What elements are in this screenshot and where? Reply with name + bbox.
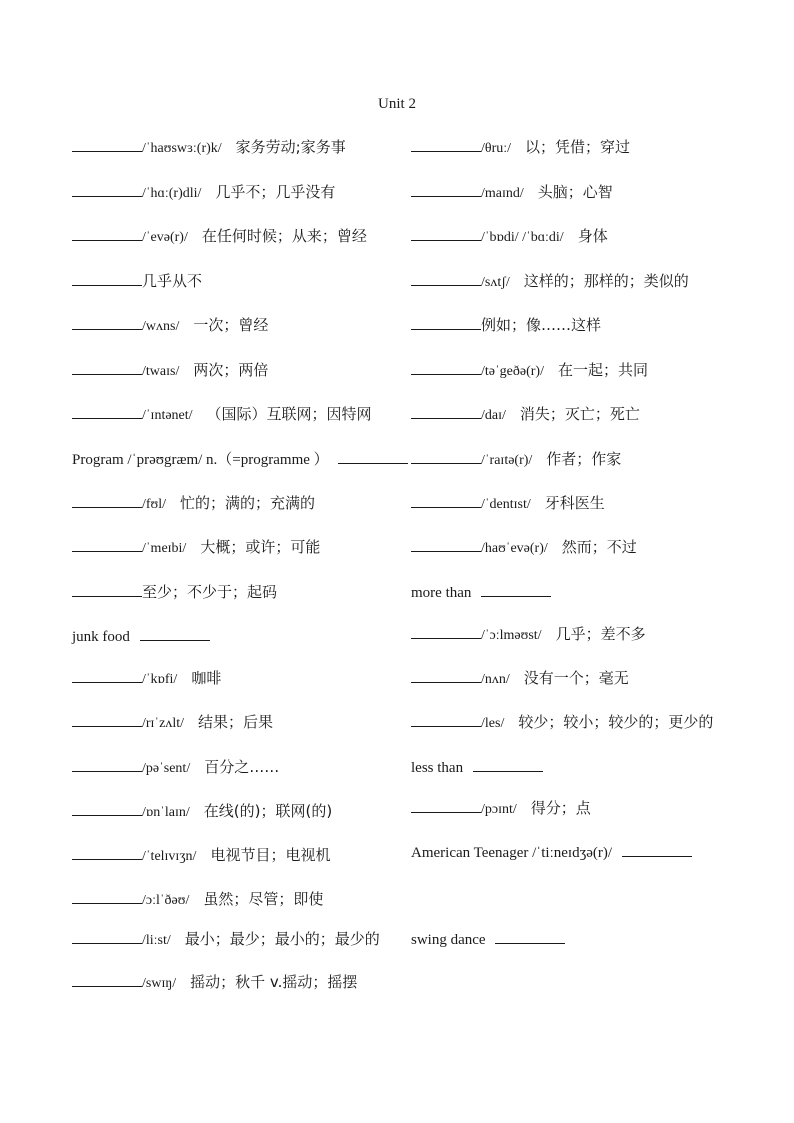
phonetic: /ˈɔːlməʊst/ — [481, 628, 542, 643]
chinese-meaning: 牙科医生 — [544, 494, 605, 512]
english-term: junk food — [72, 629, 134, 645]
answer-blank[interactable] — [411, 449, 481, 464]
chinese-meaning: 结果；后果 — [198, 713, 274, 731]
chinese-meaning: 家务劳动;家务事 — [235, 138, 346, 156]
english-term: less than — [411, 760, 467, 776]
chinese-meaning: 几乎从不 — [142, 272, 203, 290]
vocab-entry — [72, 182, 335, 202]
chinese-meaning: 虽然；尽管；即使 — [203, 890, 324, 908]
vocab-entry — [72, 493, 315, 513]
answer-blank[interactable] — [72, 801, 142, 816]
chinese-meaning: 没有一个；毫无 — [523, 669, 629, 687]
phonetic: /pɔɪnt/ — [481, 802, 517, 817]
phonetic: /pəˈsent/ — [142, 761, 191, 776]
english-term: American Teenager /ˈtiːneɪdʒə(r)/ — [411, 845, 616, 861]
phonetic: /ɒnˈlaɪn/ — [142, 805, 190, 820]
vocab-entry — [411, 449, 621, 469]
vocab-entry — [411, 315, 601, 335]
answer-blank[interactable] — [411, 624, 481, 639]
phonetic: /təˈgeðə(r)/ — [481, 364, 544, 379]
vocab-entry — [411, 624, 646, 644]
vocab-entry — [72, 404, 372, 424]
vocab-entry — [411, 360, 648, 380]
answer-blank[interactable] — [72, 668, 142, 683]
answer-blank[interactable] — [411, 668, 481, 683]
chinese-meaning: 作者；作家 — [546, 450, 622, 468]
vocab-entry — [72, 668, 221, 688]
answer-blank[interactable] — [411, 537, 481, 552]
vocab-entry — [411, 271, 689, 291]
page-title: Unit 2 — [378, 96, 416, 112]
vocab-entry — [72, 757, 279, 777]
chinese-meaning: 摇动；秋千 v.摇动；摇摆 — [190, 973, 358, 991]
phonetic: /maɪnd/ — [481, 186, 524, 201]
phonetic: /nʌn/ — [481, 672, 510, 687]
answer-blank[interactable] — [411, 493, 481, 508]
vocab-entry — [411, 842, 692, 862]
answer-blank[interactable] — [140, 626, 210, 641]
vocab-entry — [72, 889, 323, 909]
chinese-meaning: 较少；较小；较少的；更少的 — [518, 713, 714, 731]
answer-blank[interactable] — [72, 182, 142, 197]
phonetic: /les/ — [481, 716, 505, 731]
answer-blank[interactable] — [72, 972, 142, 987]
answer-blank[interactable] — [72, 929, 142, 944]
english-term: Program /ˈprəʊgræm/ n.（=programme ） — [72, 452, 333, 468]
vocab-entry — [72, 226, 367, 246]
chinese-meaning: 这样的；那样的；类似的 — [523, 272, 689, 290]
vocab-entry — [72, 537, 320, 557]
chinese-meaning: 咖啡 — [191, 669, 222, 687]
vocab-entry — [72, 137, 346, 157]
vocab-entry — [411, 137, 630, 157]
answer-blank[interactable] — [622, 842, 692, 857]
phonetic: /ˈmeɪbi/ — [142, 541, 187, 556]
phonetic: /sʌtʃ/ — [481, 275, 510, 290]
answer-blank[interactable] — [411, 182, 481, 197]
answer-blank[interactable] — [411, 404, 481, 419]
phonetic: /ˈevə(r)/ — [142, 230, 188, 245]
phonetic: /liːst/ — [142, 933, 171, 948]
answer-blank[interactable] — [481, 582, 551, 597]
answer-blank[interactable] — [338, 449, 408, 464]
answer-blank[interactable] — [411, 360, 481, 375]
vocab-entry — [411, 182, 613, 202]
vocab-entry — [411, 537, 637, 557]
answer-blank[interactable] — [72, 757, 142, 772]
answer-blank[interactable] — [72, 404, 142, 419]
english-term: more than — [411, 585, 476, 601]
answer-blank[interactable] — [72, 712, 142, 727]
phonetic: /wʌns/ — [142, 319, 180, 334]
vocab-entry — [72, 271, 202, 291]
chinese-meaning: 以；凭借；穿过 — [525, 138, 631, 156]
vocab-entry — [411, 226, 608, 246]
vocab-entry — [72, 626, 210, 646]
chinese-meaning: 头脑；心智 — [537, 183, 613, 201]
answer-blank[interactable] — [411, 137, 481, 152]
vocab-entry — [411, 582, 551, 602]
answer-blank[interactable] — [72, 315, 142, 330]
vocab-entry — [72, 360, 268, 380]
chinese-meaning: 忙的；满的；充满的 — [180, 494, 316, 512]
vocab-entry — [72, 582, 277, 602]
answer-blank[interactable] — [411, 798, 481, 813]
vocab-entry — [411, 757, 543, 777]
chinese-meaning: 至少；不少于；起码 — [142, 583, 278, 601]
vocab-entry — [72, 712, 273, 732]
answer-blank[interactable] — [473, 757, 543, 772]
vocab-entry — [72, 972, 357, 992]
vocab-entry — [411, 404, 640, 424]
chinese-meaning: 例如；像……这样 — [481, 316, 602, 334]
chinese-meaning: 大概；或许；可能 — [200, 538, 321, 556]
answer-blank[interactable] — [411, 226, 481, 241]
chinese-meaning: 百分之…… — [204, 758, 280, 776]
chinese-meaning: 在一起；共同 — [557, 361, 648, 379]
answer-blank[interactable] — [72, 271, 142, 286]
vocab-entry — [72, 315, 268, 335]
chinese-meaning: 几乎不；几乎没有 — [215, 183, 336, 201]
phonetic: /fʊl/ — [142, 497, 167, 512]
answer-blank[interactable] — [72, 493, 142, 508]
phonetic: /ˈraɪtə(r)/ — [481, 453, 533, 468]
phonetic: /twaɪs/ — [142, 364, 180, 379]
vocab-entry — [72, 801, 332, 821]
chinese-meaning: 得分；点 — [530, 799, 591, 817]
phonetic: /haʊˈevə(r)/ — [481, 541, 548, 556]
answer-blank[interactable] — [72, 845, 142, 860]
phonetic: /ˈdentɪst/ — [481, 497, 531, 512]
vocab-entry — [411, 668, 629, 688]
answer-blank[interactable] — [72, 360, 142, 375]
chinese-meaning: 几乎；差不多 — [555, 625, 646, 643]
phonetic: /ˈhaʊswɜː(r)k/ — [142, 141, 222, 156]
answer-blank[interactable] — [411, 712, 481, 727]
vocab-entry — [411, 798, 591, 818]
phonetic: /daɪ/ — [481, 408, 506, 423]
phonetic: /ˈtelɪvɪʒn/ — [142, 849, 197, 864]
answer-blank[interactable] — [411, 271, 481, 286]
vocab-entry — [72, 449, 408, 469]
vocab-entry — [411, 712, 713, 732]
answer-blank[interactable] — [72, 137, 142, 152]
answer-blank[interactable] — [72, 582, 142, 597]
phonetic: /ɔːlˈðəʊ/ — [142, 893, 190, 908]
chinese-meaning: （国际）互联网；因特网 — [206, 405, 372, 423]
phonetic: /ˈbɒdi/ /ˈbɑːdi/ — [481, 230, 564, 245]
phonetic: /θruː/ — [481, 141, 512, 156]
chinese-meaning: 身体 — [577, 227, 608, 245]
phonetic: /ˈkɒfi/ — [142, 672, 178, 687]
vocab-entry — [411, 929, 565, 949]
vocab-entry — [72, 929, 380, 949]
answer-blank[interactable] — [72, 537, 142, 552]
chinese-meaning: 在任何时候；从来；曾经 — [201, 227, 367, 245]
phonetic: /rɪˈzʌlt/ — [142, 716, 184, 731]
chinese-meaning: 两次；两倍 — [193, 361, 269, 379]
chinese-meaning: 一次；曾经 — [193, 316, 269, 334]
answer-blank[interactable] — [495, 929, 565, 944]
english-term: swing dance — [411, 932, 490, 948]
chinese-meaning: 然而；不过 — [561, 538, 637, 556]
chinese-meaning: 电视节目；电视机 — [210, 846, 331, 864]
chinese-meaning: 在线(的)；联网(的) — [203, 802, 333, 820]
answer-blank[interactable] — [72, 889, 142, 904]
vocab-entry — [411, 493, 605, 513]
vocab-entry — [72, 845, 330, 865]
phonetic: /ˈhɑː(r)dli/ — [142, 186, 202, 201]
phonetic: /ˈɪntənet/ — [142, 408, 193, 423]
phonetic: /swɪŋ/ — [142, 976, 177, 991]
chinese-meaning: 消失；灭亡；死亡 — [519, 405, 640, 423]
chinese-meaning: 最小；最少；最小的；最少的 — [184, 930, 380, 948]
answer-blank[interactable] — [411, 315, 481, 330]
answer-blank[interactable] — [72, 226, 142, 241]
